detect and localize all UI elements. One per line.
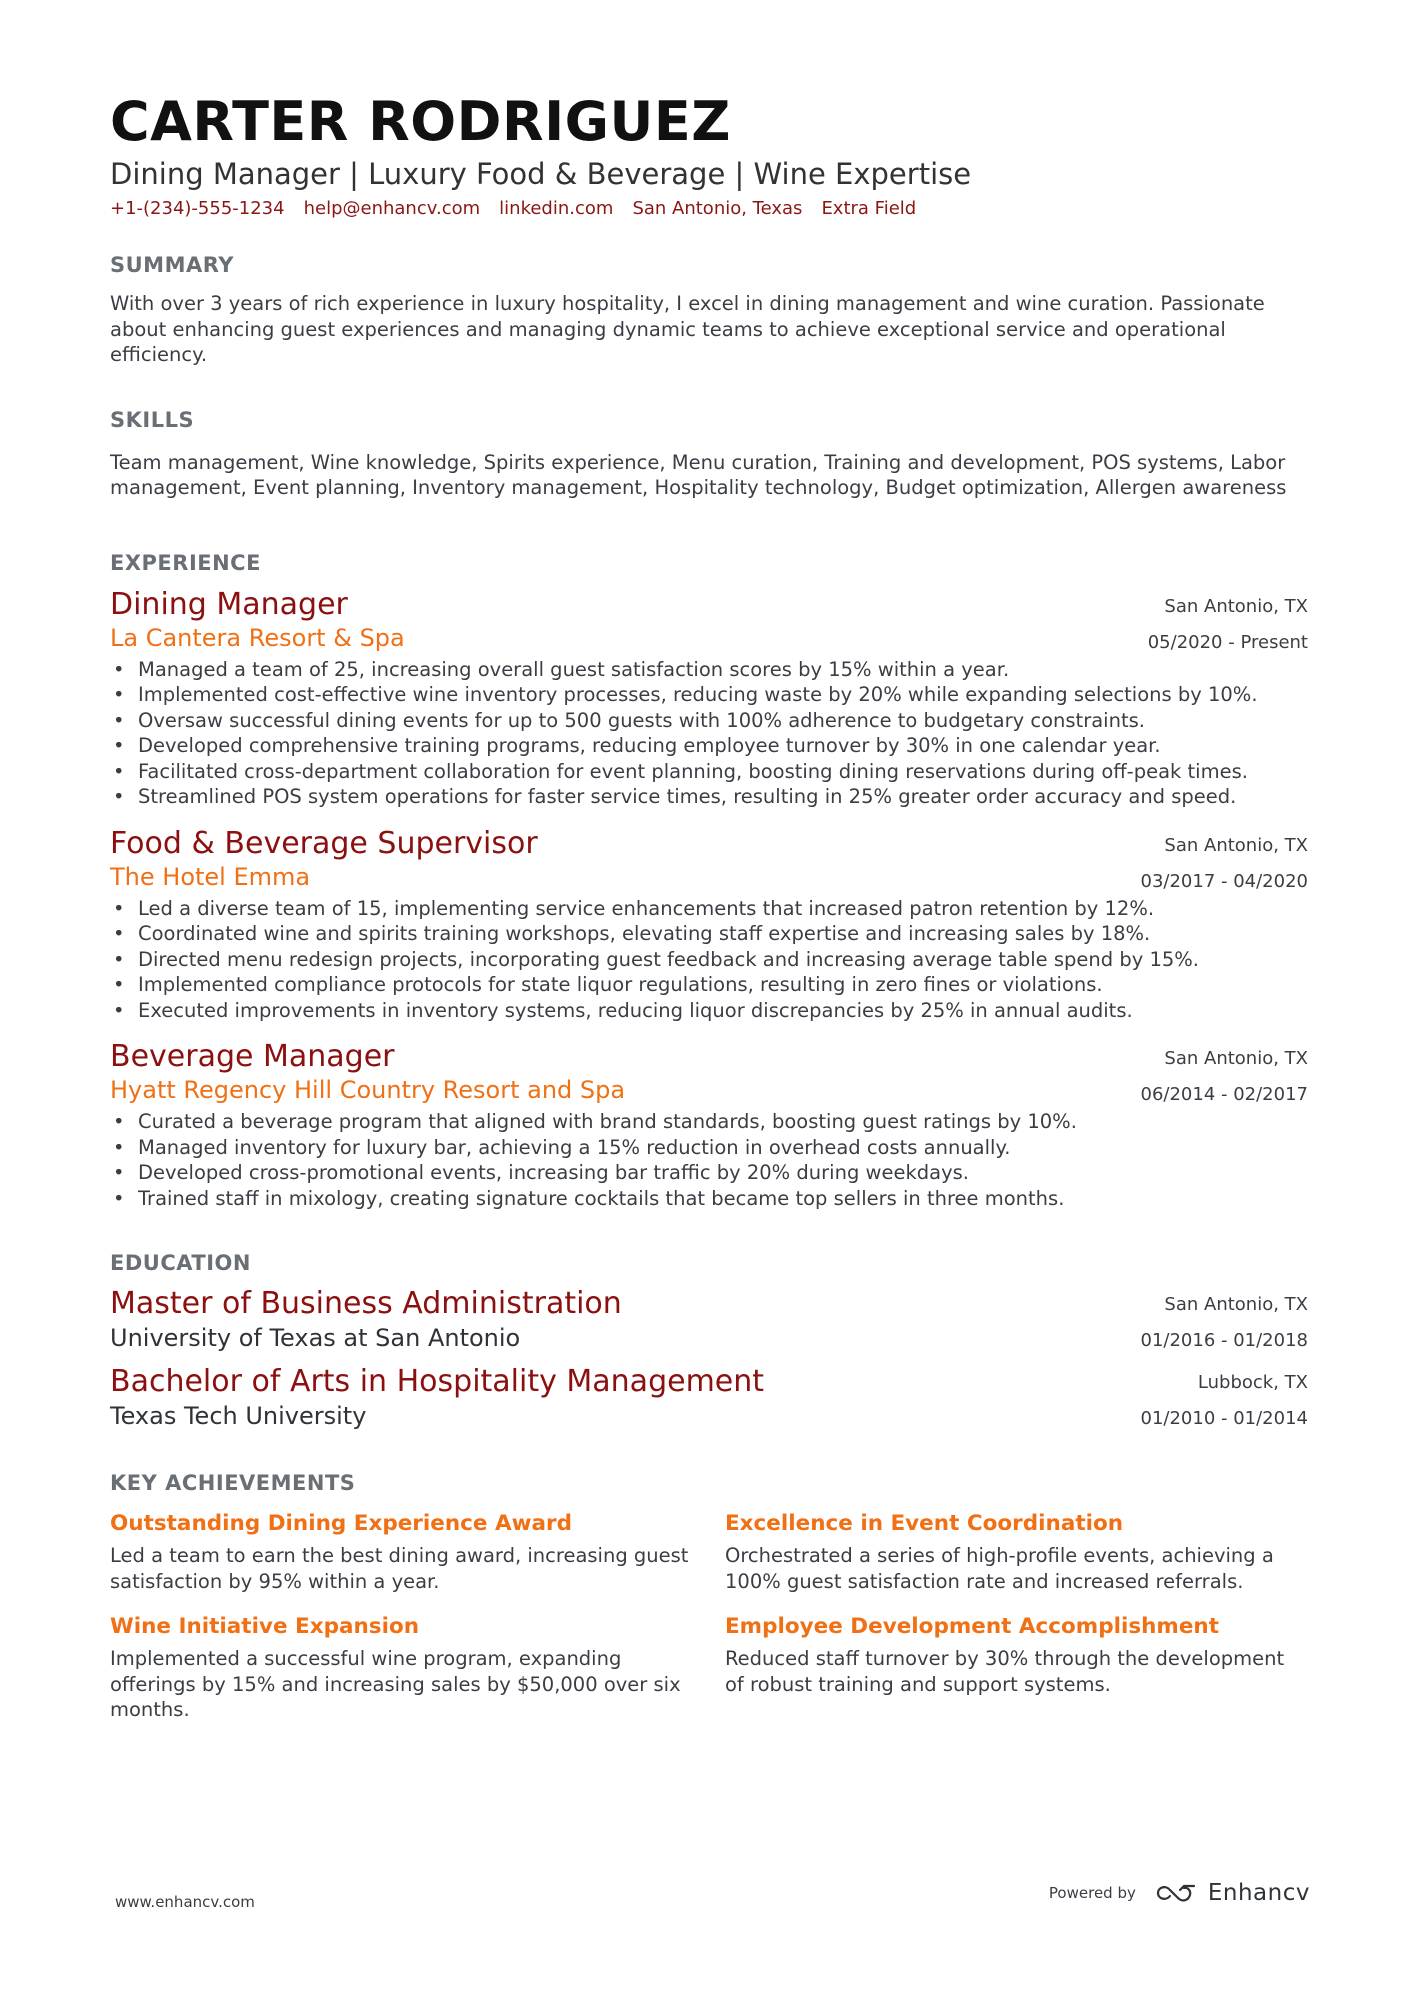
achievement-desc: Reduced staff turnover by 30% through the development of robust training and support systems. <box>725 1647 1285 1696</box>
achievement-desc: Implemented a successful wine program, expanding offerings by 15% and increasing sales by $50,000 over six months. <box>110 1647 681 1722</box>
achievement-desc: Led a team to earn the best dining award, increasing guest satisfaction by 95% within a year. <box>110 1544 689 1593</box>
achievement-item <box>110 1612 693 1723</box>
job-bullet: • Developed comprehensive training programs, reducing employee turnover by 30% in one calendar year. <box>110 733 1308 759</box>
job-bullet: • Coordinated wine and spirits training workshops, elevating staff expertise and increasing sales by 18%. <box>110 921 1308 947</box>
job-bullet: • Oversaw successful dining events for up to 500 guests with 100% adherence to budgetary constraints. <box>110 708 1308 734</box>
summary-text: With over 3 years of rich experience in luxury hospitality, I excel in dining management and wine curation. Passionate about enhancing guest experiences and managing dynamic teams to achieve exceptional service and operational efficiency. <box>110 292 1265 367</box>
job-company: La Cantera Resort & Spa <box>110 623 405 652</box>
job-bullet: • Developed cross-promotional events, increasing bar traffic by 20% during weekdays. <box>110 1160 1308 1186</box>
education-dates: 01/2016 - 01/2018 <box>1140 1330 1308 1352</box>
section-title-education: EDUCATION <box>110 1251 251 1276</box>
job-bullets <box>110 657 1308 810</box>
job-company: Hyatt Regency Hill Country Resort and Spa <box>110 1076 626 1105</box>
job-dates: 06/2014 - 02/2017 <box>1140 1084 1308 1106</box>
education-entry <box>110 1285 1308 1353</box>
achievements-grid <box>110 1509 1308 1723</box>
contact-email[interactable]: help@enhancv.com <box>303 198 481 220</box>
candidate-headline: Dining Manager | Luxury Food & Beverage | Wine Expertise <box>110 157 972 192</box>
job-bullet: • Implemented cost-effective wine inventory processes, reducing waste by 20% while expanding selections by 10%. <box>110 682 1308 708</box>
job-bullet: • Managed a team of 25, increasing overall guest satisfaction scores by 15% within a year. <box>110 657 1308 683</box>
job-title: Dining Manager <box>110 586 348 622</box>
job-title: Food & Beverage Supervisor <box>110 825 538 861</box>
job-bullet: • Curated a beverage program that aligned with brand standards, boosting guest ratings by 10%. <box>110 1109 1308 1135</box>
education-meta <box>1141 1287 1309 1359</box>
education-school: Texas Tech University <box>110 1402 367 1431</box>
job-meta <box>1148 589 1308 661</box>
resume-page <box>110 92 1308 1723</box>
enhancv-brand-link[interactable] <box>1154 1880 1310 1906</box>
job-location: San Antonio, TX <box>1164 834 1308 856</box>
skills-section <box>110 408 1308 501</box>
job-entry <box>110 587 1308 810</box>
footer-branding <box>1049 1880 1310 1906</box>
candidate-name: CARTER RODRIGUEZ <box>110 90 731 153</box>
contact-list <box>110 198 1308 219</box>
achievement-item <box>110 1509 693 1594</box>
education-entry <box>110 1363 1308 1431</box>
contact-phone[interactable]: +1-(234)-555-1234 <box>110 198 285 220</box>
job-bullet: • Directed menu redesign projects, incorporating guest feedback and increasing average table spend by 15%. <box>110 947 1308 973</box>
contact-extra-field: Extra Field <box>821 198 917 220</box>
job-company: The Hotel Emma <box>110 862 311 891</box>
achievement-item <box>725 1612 1308 1723</box>
job-bullets <box>110 1109 1308 1211</box>
education-dates: 01/2010 - 01/2014 <box>1140 1408 1308 1430</box>
education-school: University of Texas at San Antonio <box>110 1324 521 1353</box>
section-title-experience: EXPERIENCE <box>110 550 261 575</box>
job-entry <box>110 1039 1308 1211</box>
job-bullet: • Facilitated cross-department collaboration for event planning, boosting dining reservations during off-peak times. <box>110 759 1308 785</box>
job-bullet: • Streamlined POS system operations for faster service times, resulting in 25% greater order accuracy and speed. <box>110 784 1308 810</box>
education-location: Lubbock, TX <box>1197 1372 1308 1394</box>
education-degree: Master of Business Administration <box>110 1286 622 1322</box>
job-entry <box>110 826 1308 1024</box>
footer-website[interactable]: www.enhancv.com <box>115 1893 255 1911</box>
job-location: San Antonio, TX <box>1164 595 1308 617</box>
achievement-title: Wine Initiative Expansion <box>110 1614 420 1640</box>
contact-location: San Antonio, Texas <box>632 198 803 220</box>
education-section <box>110 1251 1308 1431</box>
job-bullets <box>110 896 1308 1024</box>
job-bullet: • Executed improvements in inventory systems, reducing liquor discrepancies by 25% in annual audits. <box>110 998 1308 1024</box>
education-location: San Antonio, TX <box>1164 1294 1308 1316</box>
job-meta <box>1141 1041 1309 1113</box>
achievement-title: Outstanding Dining Experience Award <box>110 1511 572 1537</box>
powered-by-label: Powered by <box>1048 1884 1136 1902</box>
achievements-section <box>110 1471 1308 1723</box>
experience-section <box>110 551 1308 1212</box>
achievement-title: Employee Development Accomplishment <box>725 1614 1219 1640</box>
job-location: San Antonio, TX <box>1164 1048 1308 1070</box>
job-dates: 05/2020 - Present <box>1147 631 1308 653</box>
section-title-summary: SUMMARY <box>110 253 234 278</box>
enhancv-brand-name: Enhancv <box>1207 1880 1310 1906</box>
enhancv-logo-icon <box>1154 1881 1198 1905</box>
education-degree: Bachelor of Arts in Hospitality Management <box>110 1364 765 1400</box>
contact-linkedin[interactable]: linkedin.com <box>499 198 614 220</box>
section-title-skills: SKILLS <box>110 407 195 432</box>
section-title-achievements: KEY ACHIEVEMENTS <box>110 1471 356 1496</box>
achievement-item <box>725 1509 1308 1594</box>
job-title: Beverage Manager <box>110 1039 395 1075</box>
job-dates: 03/2017 - 04/2020 <box>1140 870 1308 892</box>
job-bullet: • Managed inventory for luxury bar, achieving a 15% reduction in overhead costs annually. <box>110 1135 1308 1161</box>
achievement-desc: Orchestrated a series of high-profile events, achieving a 100% guest satisfaction rate and increased referrals. <box>725 1544 1274 1593</box>
achievement-title: Excellence in Event Coordination <box>725 1511 1124 1537</box>
summary-section <box>110 253 1308 368</box>
education-meta <box>1141 1365 1309 1437</box>
job-meta <box>1141 828 1309 900</box>
job-bullet: • Implemented compliance protocols for state liquor regulations, resulting in zero fines or violations. <box>110 972 1308 998</box>
job-bullet: • Trained staff in mixology, creating signature cocktails that became top sellers in three months. <box>110 1186 1308 1212</box>
skills-text: Team management, Wine knowledge, Spirits experience, Menu curation, Training and development, POS systems, Labor management, Event planning, Inventory management, Hospitality technology, Budget optimization, Allergen awareness <box>110 450 1287 500</box>
job-bullet: • Led a diverse team of 15, implementing service enhancements that increased patron retention by 12%. <box>110 896 1308 922</box>
